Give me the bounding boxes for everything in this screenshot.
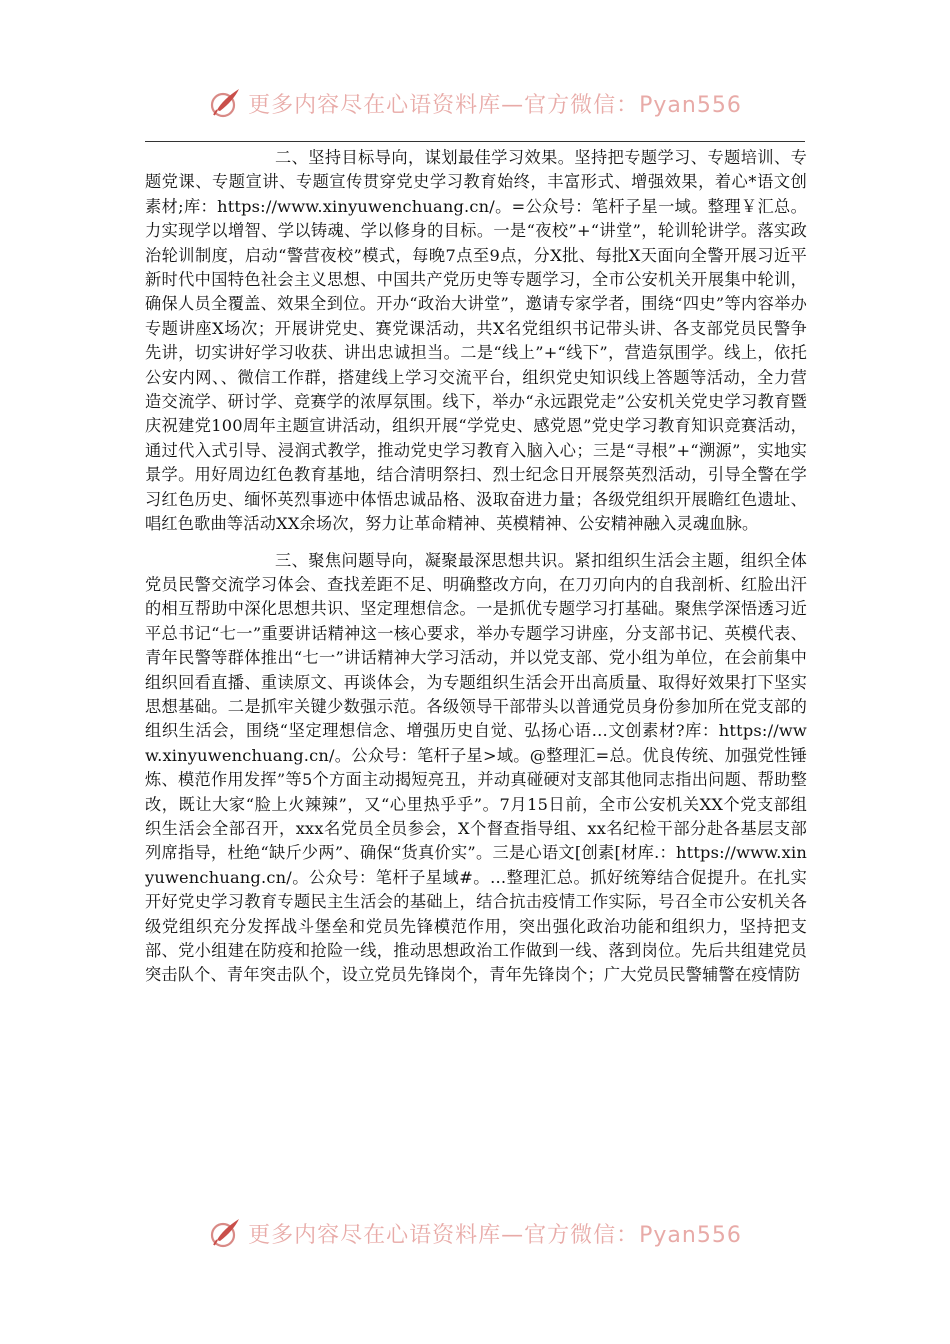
header-banner-text: 更多内容尽在心语资料库—官方微信：Pyan556 <box>248 92 742 118</box>
header-banner <box>0 78 950 128</box>
paragraph-2: 二、坚持目标导向，谋划最佳学习效果。坚持把专题学习、专题培训、专题党课、专题宣讲、专题宣传贯穿党史学习教育始终，丰富形式、增强效果，着心*语文创素材;库：https://www.xinyuwenchuang.cn/。=公众号：笔杆子星一域。整理￥汇总。力实现学以增智、学以铸魂、学以修身的目标。一是“夜校”+“讲堂”，轮训轮讲学。落实政治轮训制度，启动“警营夜校”模式，每晚7点至9点，分X批、每批X天面向全警开展习近平新时代中国特色社会主义思想、中国共产党历史等专题学习，全市公安机关开展集中轮训，确保人员全覆盖、效果全到位。开办“政治大讲堂”，邀请专家学者，围绕“四史”等内容举办专题讲座X场次；开展讲党史、赛党课活动，共X名党组织书记带头讲、各支部党员民警争先讲，切实讲好学习收获、讲出忠诚担当。二是“线上”+“线下”，营造氛围学。线上，依托公安内网、、微信工作群，搭建线上学习交流平台，组织党史知识线上答题等活动，全力营造交流学、研讨学、竞赛学的浓厚氛围。线下，举办“永远跟党走”公安机关党史学习教育暨庆祝建党100周年主题宣讲活动，组织开展“学党史、感党恩”党史学习教育知识竞赛活动，通过代入式引导、浸润式教学，推动党史学习教育入脑入心；三是“寻根”+“溯源”，实地实景学。用好周边红色教育基地，结合清明祭扫、烈士纪念日开展祭英烈活动，引导全警在学习红色历史、缅怀英烈事迹中体悟忠诚品格、汲取奋进力量；各级党组织开展瞻红色遗址、唱红色歌曲等活动XX余场次，努力让革命精神、英模精神、公安精神融入灵魂血脉。 <box>145 148 807 534</box>
footer-banner <box>0 1208 950 1258</box>
quill-pen-logo-icon <box>208 86 242 120</box>
quill-pen-logo-icon <box>208 1216 242 1250</box>
footer-banner-text: 更多内容尽在心语资料库—官方微信：Pyan556 <box>248 1222 742 1248</box>
paragraph-3: 三、聚焦问题导向，凝聚最深思想共识。紧扣组织生活会主题，组织全体党员民警交流学习体会、查找差距不足、明确整改方向，在刀刃向内的自我剖析、红脸出汗的相互帮助中深化思想共识、坚定理想信念。一是抓优专题学习打基础。聚焦学深悟透习近平总书记“七一”重要讲话精神这一核心要求，举办专题学习讲座，分支部书记、英模代表、青年民警等群体推出“七一”讲话精神大学习活动，并以党支部、党小组为单位，在会前集中组织回看直播、重读原文、再谈体会，为专题组织生活会开出高质量、取得好效果打下坚实思想基础。二是抓牢关键少数强示范。各级领导干部带头以普通党员身份参加所在党支部的组织生活会，围绕“坚定理想信念、增强历史自觉、弘扬心语…文创素材?库：https://www.xinyuwenchuang.cn/。公众号：笔杆子星>域。@整理汇=总。优良传统、加强党性锤炼、模范作用发挥”等5个方面主动揭短亮丑，并动真碰硬对支部其他同志指出问题、帮助整改，既让大家“脸上火辣辣”，又“心里热乎乎”。7月15日前，全市公安机关XX个党支部组织生活会全部召开，xxx名党员全员参会，X个督查指导组、xx名纪检干部分赴各基层支部列席指导，杜绝“缺斤少两”、确保“货真价实”。三是心语文[创素[材库.：https://www.xinyuwenchuang.cn/。公众号：笔杆子星域#。…整理汇总。抓好统筹结合促提升。在扎实开好党史学习教育专题民主生活会的基础上，结合抗击疫情工作实际，号召全市公安机关各级党组织充分发挥战斗堡垒和党员先锋模范作用，突出强化政治功能和组织力，坚持把支部、党小组建在防疫和抢险一线，推动思想政治工作做到一线、落到岗位。先后共组建党员突击队个、青年突击队个，设立党员先锋岗个，青年先锋岗个；广大党员民警辅警在疫情防 <box>145 550 807 985</box>
document-body <box>145 146 807 1000</box>
header-divider <box>145 141 805 142</box>
